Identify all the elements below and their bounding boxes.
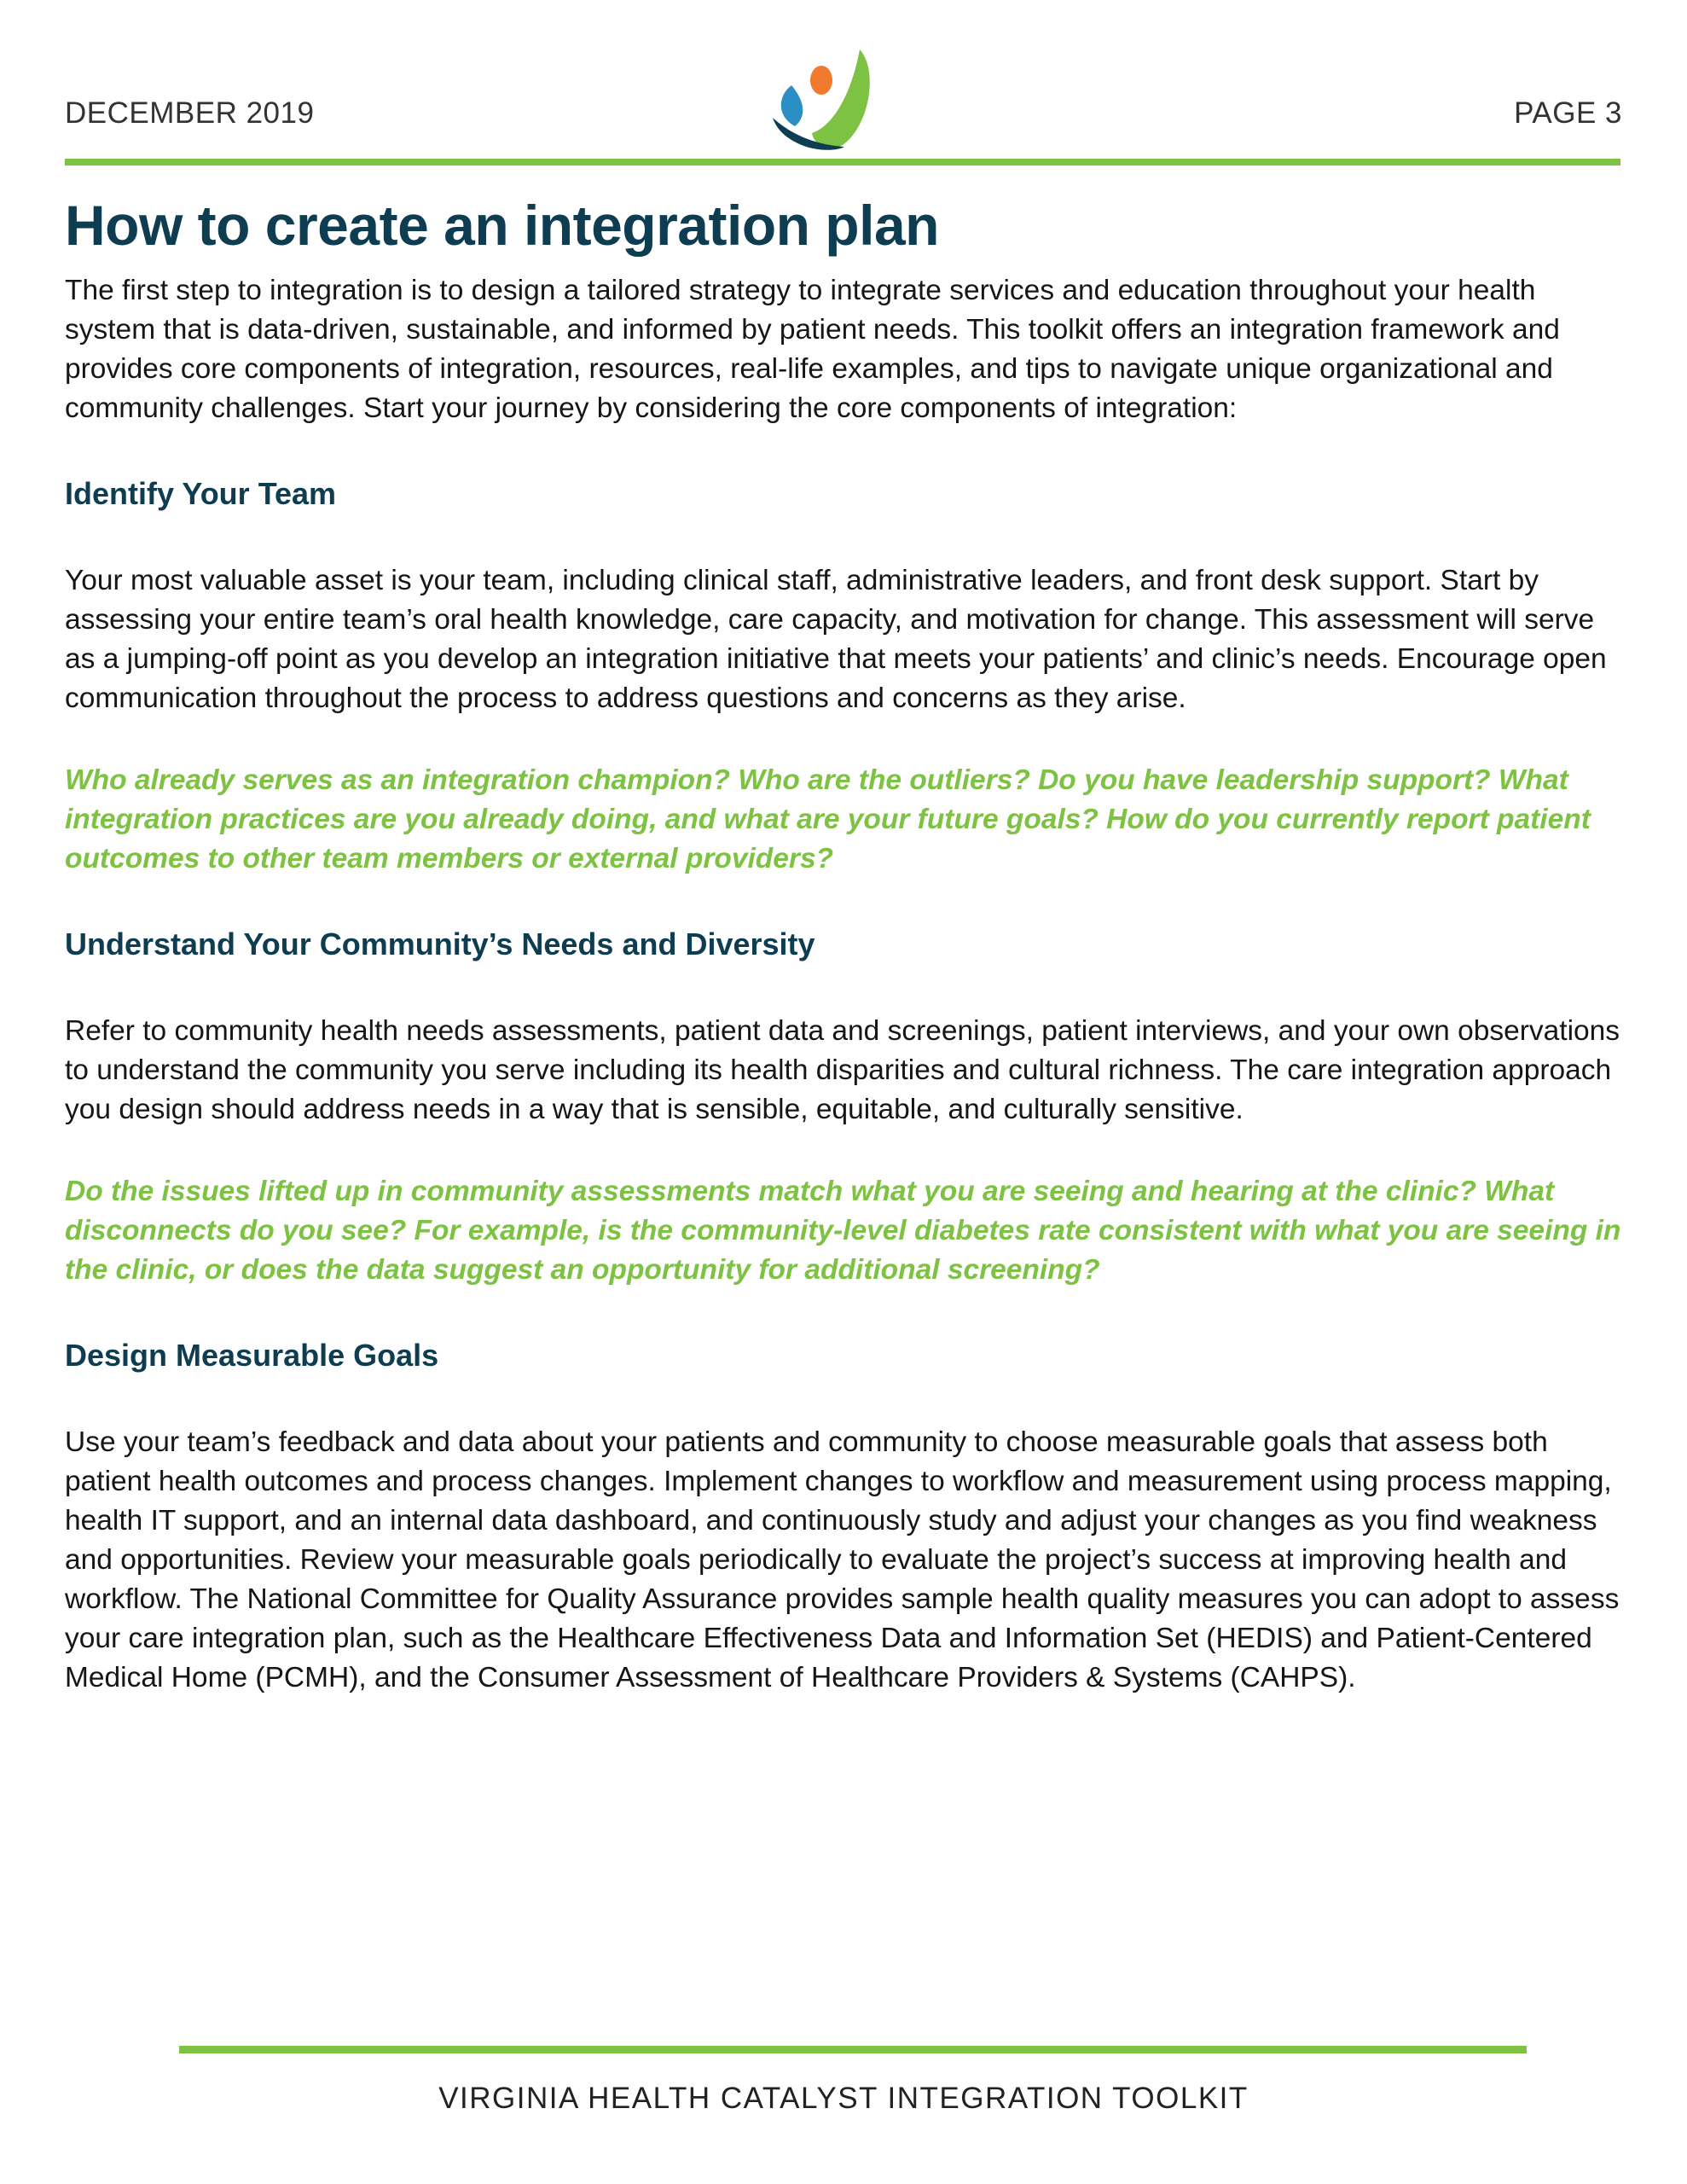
section-body-community-needs: Refer to community health needs assessments, patient data and screenings, patient interviews, and your own observations to understand the community you serve including its health disparities and cultural richness. The care integration approach you design should address needs in a way that is sensible, equitable, and culturally sensitive. bbox=[65, 1015, 1620, 1125]
section-body-identify-team: Your most valuable asset is your team, including clinical staff, administrative leaders, and front desk support. Start by assessing your entire team’s oral health knowledge, care capacity, and motivation for change. This assessment will serve as a jumping-off point as you develop an integration initiative that meets your patients’ and clinic’s needs. Encourage open communication throughout the process to address questions and concerns as they arise. bbox=[65, 565, 1607, 714]
header-date: DECEMBER 2019 bbox=[65, 96, 315, 130]
page-title: How to create an integration plan bbox=[65, 194, 939, 257]
section-heading-measurable-goals: Design Measurable Goals bbox=[65, 1338, 439, 1373]
spacer bbox=[65, 879, 1626, 925]
virginia-health-catalyst-logo-icon bbox=[759, 44, 878, 151]
spacer bbox=[65, 428, 1626, 474]
spacer bbox=[65, 1375, 1626, 1423]
section-body-measurable-goals: Use your team’s feedback and data about your patients and community to choose measurable goals that assess both patient health outcomes and process changes. Implement changes to workflow and measurement using process mapping, health IT support, and an internal data dashboard, and continuously study and adjust your changes as you find weakness and opportunities. Review your measurable goals periodically to evaluate the project’s success at improving health and workflow. The National Committee for Quality Assurance provides sample health quality measures you can adopt to assess your care integration plan, such as the Healthcare Effectiveness Data and Information Set (HEDIS) and Patient-Centered Medical Home (PCMH), and the Consumer Assessment of Healthcare Providers & Systems (CAHPS). bbox=[65, 1426, 1620, 1693]
spacer bbox=[65, 718, 1626, 761]
footer-title: VIRGINIA HEALTH CATALYST INTEGRATION TOOLKIT bbox=[438, 2082, 1249, 2115]
footer-divider bbox=[179, 2046, 1527, 2053]
spacer bbox=[65, 1290, 1626, 1336]
section-questions-identify-team: Who already serves as an integration champion? Who are the outliers? Do you have leadership support? What integration practices are you already doing, and what are your future goals? How do you currently report patient outcomes to other team members or external providers? bbox=[65, 764, 1591, 874]
spacer bbox=[65, 514, 1626, 561]
section-heading-identify-team: Identify Your Team bbox=[65, 476, 337, 511]
spacer bbox=[65, 1130, 1626, 1172]
header-page-number: PAGE 3 bbox=[1514, 96, 1622, 130]
spacer bbox=[65, 964, 1626, 1012]
main-content bbox=[65, 189, 1626, 1698]
section-questions-community-needs: Do the issues lifted up in community assessments match what you are seeing and hearing at the clinic? What disconnects do you see? For example, is the community-level diabetes rate consistent with what you are seeing in the clinic, or does the data suggest an opportunity for additional screening? bbox=[65, 1176, 1621, 1286]
section-heading-community-needs: Understand Your Community’s Needs and Diversity bbox=[65, 926, 815, 961]
intro-paragraph: The first step to integration is to design a tailored strategy to integrate services and education throughout your health system that is data-driven, sustainable, and informed by patient needs. This toolkit offers an integration framework and provides core components of integration, resources, real-life examples, and tips to navigate unique organizational and community challenges. Start your journey by considering the core components of integration: bbox=[65, 275, 1560, 424]
header-divider bbox=[65, 159, 1620, 166]
